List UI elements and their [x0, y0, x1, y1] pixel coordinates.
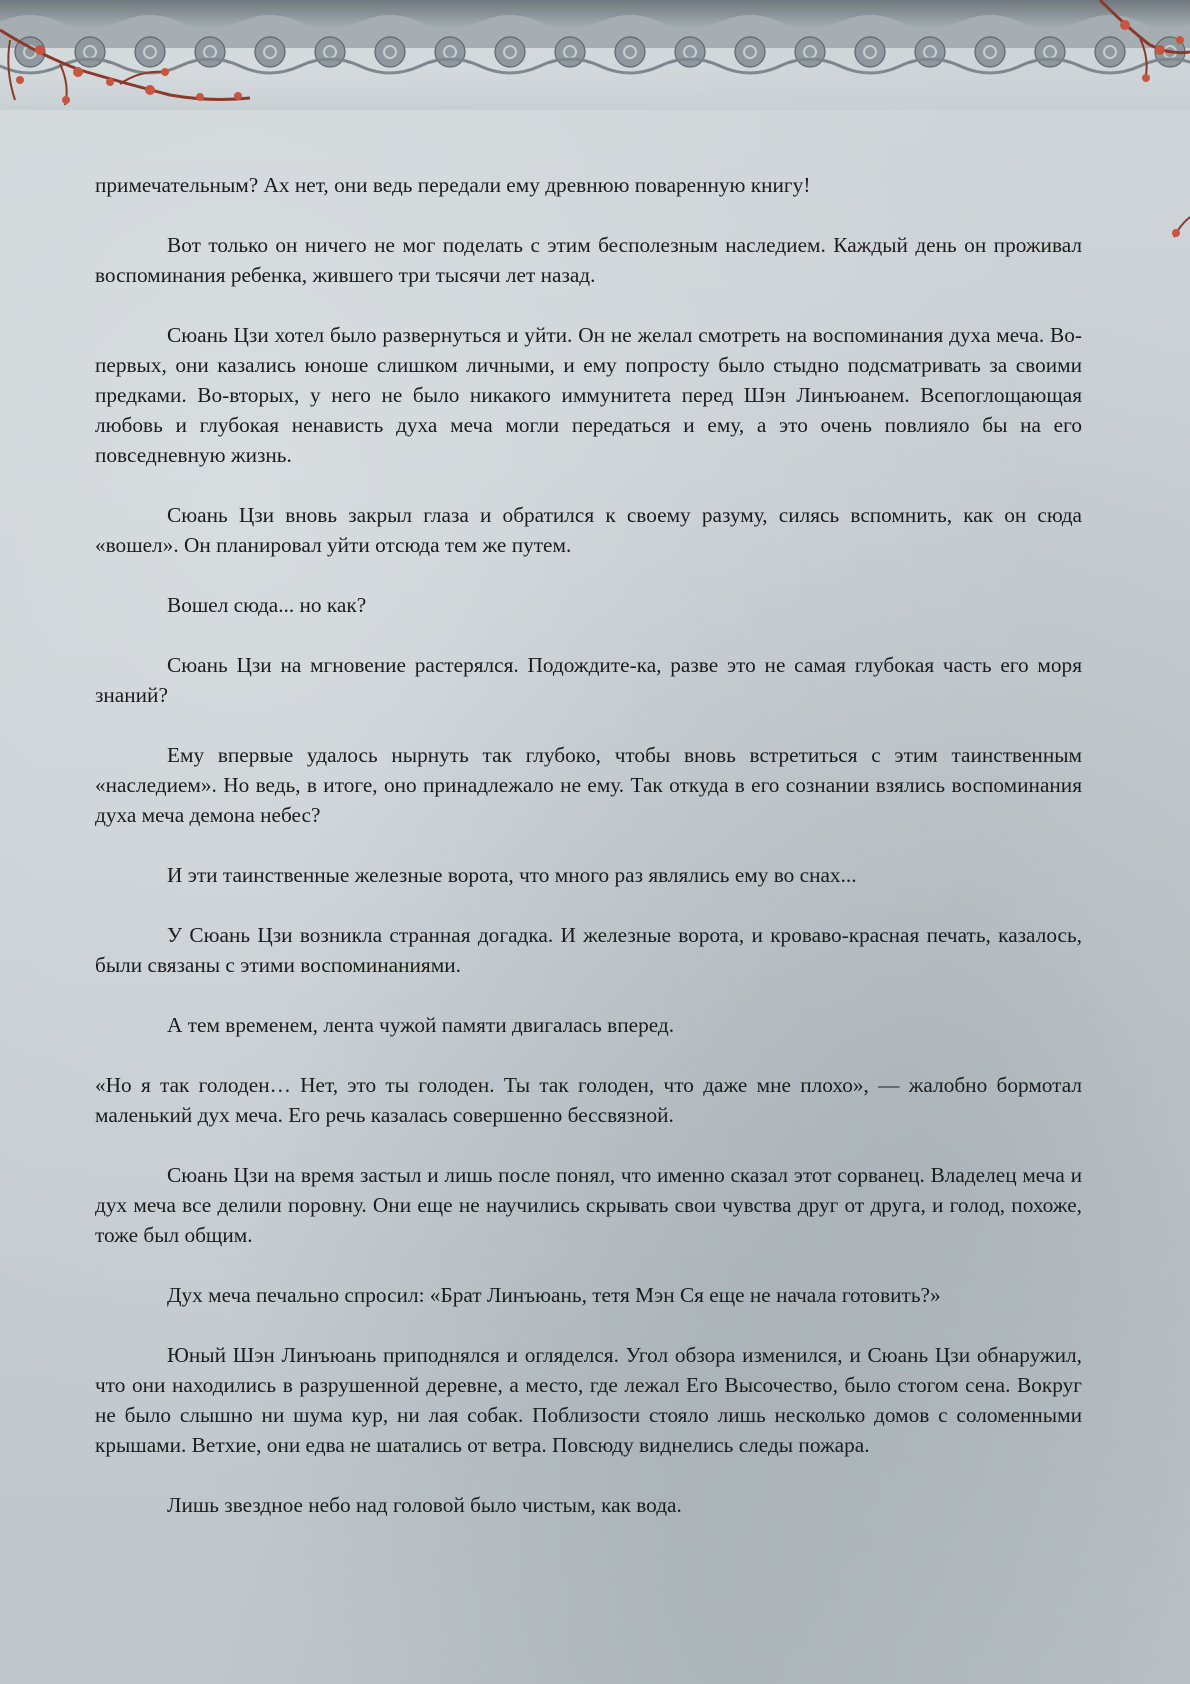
blossom-twig-icon	[1160, 215, 1190, 245]
paragraph: Сюань Цзи вновь закрыл глаза и обратился к своему разуму, силясь вспомнить, как он сюда «вошел». Он планировал уйти отсюда тем же путем.	[95, 503, 1082, 557]
paragraph: Сюань Цзи на время застыл и лишь после понял, что именно сказал этот сорванец. Владелец меча и дух меча все делили поровну. Они еще не научились скрывать свои чувства друг от друга, и голод, похоже, тоже был общим.	[95, 1163, 1082, 1247]
paragraph: А тем временем, лента чужой памяти двигалась вперед.	[167, 1013, 675, 1037]
paragraph: Ему впервые удалось нырнуть так глубоко, чтобы вновь встретиться с этим таинственным «наследием». Но ведь, в итоге, оно принадлежало не ему. Так откуда в его сознании взялись воспоминания духа меча демона небес?	[95, 743, 1082, 827]
paragraph: «Но я так голоден… Нет, это ты голоден. Ты так голоден, что даже мне плохо», — жалобно бормотал маленький дух меча. Его речь казалась совершенно бессвязной.	[95, 1073, 1082, 1127]
paragraph: У Сюань Цзи возникла странная догадка. И железные ворота, и кроваво-красная печать, казалось, были связаны с этими воспоминаниями.	[95, 923, 1082, 977]
paragraph: Юный Шэн Линъюань приподнялся и огляделся. Угол обзора изменился, и Сюань Цзи обнаружил, что они находились в разрушенной деревне, а место, где лежал Его Высочество, было стогом сена. Вокруг не было слышно ни шума кур, ни лая собак. Поблизости стояло лишь несколько домов с соломенными крышами. Ветхие, они едва не шатались от ветра. Повсюду виднелись следы пожара.	[95, 1343, 1082, 1457]
paragraph: Дух меча печально спросил: «Брат Линъюань, тетя Мэн Ся еще не начала готовить?»	[167, 1283, 941, 1307]
paragraph: Сюань Цзи на мгновение растерялся. Подождите-ка, разве это не самая глубокая часть его моря знаний?	[95, 653, 1082, 707]
roof-tiles-header	[0, 0, 1190, 110]
paragraph: Сюань Цзи хотел было развернуться и уйти. Он не желал смотреть на воспоминания духа меча. Во-первых, они казались юноше слишком личными, и ему попросту было стыдно подсматривать за своими предками. Во-вторых, у него не было никакого иммунитета перед Шэн Линъюанем. Всепоглощающая любовь и глубокая ненависть духа меча могли передаться и ему, а это очень повлияло бы на его повседневную жизнь.	[95, 323, 1082, 467]
paragraph: Лишь звездное небо над головой было чистым, как вода.	[167, 1493, 682, 1517]
chapter-text	[95, 170, 1082, 1550]
paragraph: Вошел сюда... но как?	[167, 593, 367, 617]
paragraph: И эти таинственные железные ворота, что много раз являлись ему во снах...	[167, 863, 857, 887]
paragraph: Вот только он ничего не мог поделать с этим бесполезным наследием. Каждый день он проживал воспоминания ребенка, жившего три тысячи лет назад.	[95, 233, 1082, 287]
roof-tiles-icon	[0, 0, 1190, 110]
paragraph: примечательным? Ах нет, они ведь передали ему древнюю поваренную книгу!	[95, 173, 811, 197]
